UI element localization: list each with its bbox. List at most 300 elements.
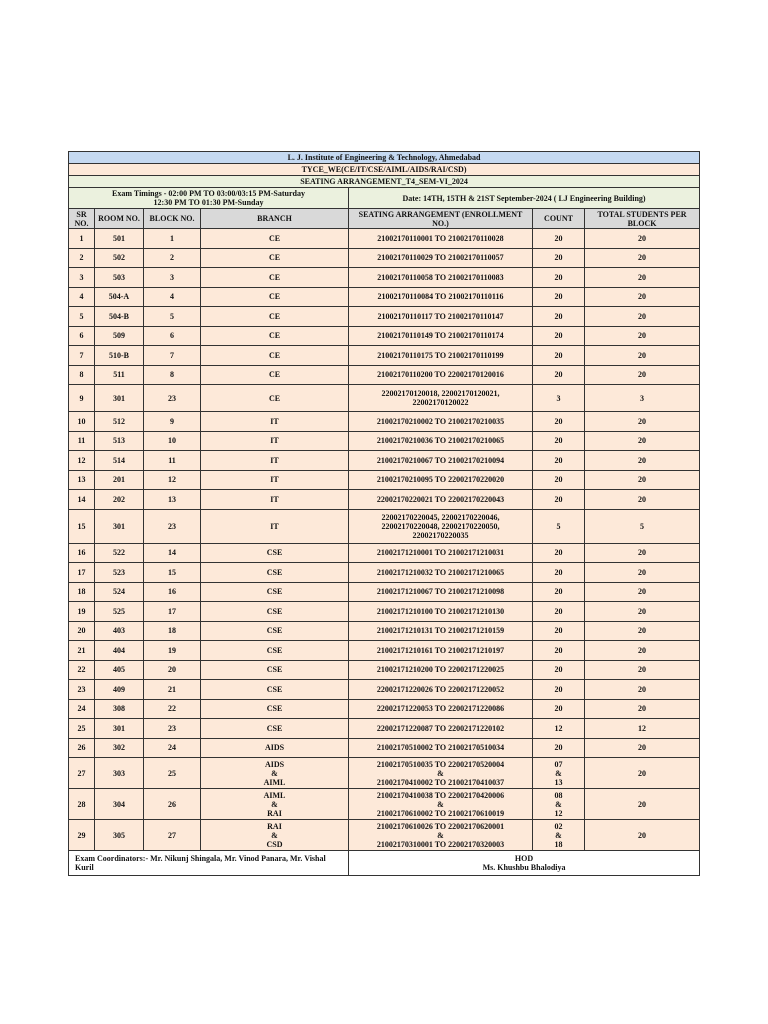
branch-cell	[201, 602, 349, 622]
total-students-cell: 20	[585, 602, 700, 622]
branch-cell-line: CSE	[266, 723, 283, 733]
branch-cell-line: CE	[268, 393, 281, 403]
count-cell-line: 02	[554, 821, 563, 831]
table-row	[69, 385, 700, 412]
block-no-cell: 15	[144, 563, 201, 583]
count-cell	[533, 543, 585, 563]
count-cell-line: &	[555, 799, 562, 809]
branch-cell	[201, 563, 349, 583]
seating-cell	[349, 268, 533, 288]
count-cell	[533, 385, 585, 412]
count-cell	[533, 229, 585, 249]
block-no-cell: 16	[144, 582, 201, 602]
seating-cell-line: 22002170220045, 22002170220046,	[381, 512, 500, 522]
sr-no-cell: 2	[69, 248, 95, 268]
branch-cell-line: CSE	[266, 606, 283, 616]
count-cell-line: 20	[554, 606, 563, 616]
total-students-cell: 3	[585, 385, 700, 412]
branch-cell	[201, 699, 349, 719]
block-no-cell: 21	[144, 680, 201, 700]
count-cell	[533, 641, 585, 661]
count-cell	[533, 287, 585, 307]
branch-cell-line: CE	[268, 331, 281, 341]
sr-no-cell: 1	[69, 229, 95, 249]
room-no-cell: 503	[95, 268, 144, 288]
sr-no-cell: 18	[69, 582, 95, 602]
total-students-cell: 20	[585, 431, 700, 451]
count-cell	[533, 268, 585, 288]
branch-cell-line: AIDS	[264, 743, 285, 753]
branch-cell-line: IT	[270, 436, 279, 446]
branch-cell-line: AIML	[263, 777, 286, 787]
seating-cell-line: &	[437, 830, 444, 840]
total-students-cell: 20	[585, 412, 700, 432]
room-no-cell: 305	[95, 820, 144, 851]
count-cell	[533, 738, 585, 758]
sr-no-cell: 28	[69, 789, 95, 820]
room-no-cell: 522	[95, 543, 144, 563]
header-count: COUNT	[533, 209, 585, 229]
count-cell	[533, 820, 585, 851]
total-students-cell: 20	[585, 365, 700, 385]
block-no-cell: 1	[144, 229, 201, 249]
seating-cell	[349, 680, 533, 700]
branch-cell-line: CSE	[266, 567, 283, 577]
room-no-cell: 513	[95, 431, 144, 451]
total-students-cell: 20	[585, 326, 700, 346]
block-no-cell: 26	[144, 789, 201, 820]
total-students-cell: 20	[585, 641, 700, 661]
seating-cell	[349, 699, 533, 719]
block-no-cell: 4	[144, 287, 201, 307]
block-no-cell: 2	[144, 248, 201, 268]
seating-cell	[349, 326, 533, 346]
sr-no-cell: 14	[69, 490, 95, 510]
branch-cell	[201, 365, 349, 385]
block-no-cell: 24	[144, 738, 201, 758]
room-no-cell: 525	[95, 602, 144, 622]
branch-cell	[201, 307, 349, 327]
seating-cell-line: 21002170110200 TO 22002170120016	[377, 370, 504, 380]
branch-cell-line: CE	[268, 292, 281, 302]
seating-cell	[349, 582, 533, 602]
block-no-cell: 27	[144, 820, 201, 851]
table-row	[69, 820, 700, 851]
seating-cell	[349, 543, 533, 563]
total-students-cell: 20	[585, 680, 700, 700]
table-row	[69, 509, 700, 543]
block-no-cell: 5	[144, 307, 201, 327]
count-cell	[533, 680, 585, 700]
header-block-no: BLOCK NO.	[144, 209, 201, 229]
branch-cell-line: RAI	[267, 808, 282, 818]
seating-cell	[349, 490, 533, 510]
table-row	[69, 431, 700, 451]
seating-cell	[349, 602, 533, 622]
seating-cell-line: 21002170110149 TO 21002170110174	[377, 331, 504, 341]
count-cell	[533, 326, 585, 346]
exam-coordinators: Exam Coordinators:- Mr. Nikunj Shingala, Mr. Vinod Panara, Mr. Vishal Kuril	[69, 851, 349, 876]
count-cell-line: 20	[554, 436, 563, 446]
table-row	[69, 602, 700, 622]
table-row	[69, 346, 700, 366]
total-students-cell: 20	[585, 451, 700, 471]
table-row	[69, 307, 700, 327]
table-row	[69, 789, 700, 820]
seating-cell-line: &	[437, 799, 444, 809]
count-cell	[533, 346, 585, 366]
total-students-cell: 12	[585, 719, 700, 739]
branch-cell	[201, 621, 349, 641]
room-no-cell: 201	[95, 470, 144, 490]
branch-cell	[201, 680, 349, 700]
seating-cell-line: 22002170220048, 22002170220050,	[381, 521, 500, 531]
total-students-cell: 20	[585, 820, 700, 851]
branch-cell	[201, 719, 349, 739]
seating-cell	[349, 719, 533, 739]
sr-no-cell: 16	[69, 543, 95, 563]
seating-cell	[349, 287, 533, 307]
sr-no-cell: 23	[69, 680, 95, 700]
seating-cell-line: 21002171210032 TO 21002171210065	[376, 567, 505, 577]
room-no-cell: 511	[95, 365, 144, 385]
count-cell	[533, 582, 585, 602]
table-row	[69, 660, 700, 680]
count-cell	[533, 412, 585, 432]
count-cell-line: 20	[554, 370, 563, 380]
branch-cell	[201, 229, 349, 249]
room-no-cell: 308	[95, 699, 144, 719]
total-students-cell: 20	[585, 582, 700, 602]
room-no-cell: 524	[95, 582, 144, 602]
count-cell-line: 20	[554, 233, 563, 243]
hod-name: Ms. Khushbu Bhalodiya	[482, 863, 566, 872]
seating-cell	[349, 509, 533, 543]
branch-cell-line: AIDS	[264, 759, 285, 769]
branch-cell-line: &	[271, 830, 278, 840]
block-no-cell: 25	[144, 758, 201, 789]
branch-cell	[201, 509, 349, 543]
sr-no-cell: 29	[69, 820, 95, 851]
seating-cell-line: 22002170120022	[412, 398, 469, 407]
seating-cell-line: 21002170410002 TO 21002170410037	[376, 777, 505, 787]
count-cell-line: 12	[554, 808, 563, 818]
count-cell	[533, 719, 585, 739]
seating-cell-line: 22002171220087 TO 22002171220102	[376, 723, 505, 733]
branch-cell-line: IT	[270, 416, 279, 426]
sr-no-cell: 26	[69, 738, 95, 758]
room-no-cell: 301	[95, 509, 144, 543]
seating-cell-line: 21002171210200 TO 22002171220025	[376, 665, 505, 675]
count-cell-line: 20	[554, 645, 563, 655]
room-no-cell: 404	[95, 641, 144, 661]
count-cell-line: 20	[554, 475, 563, 485]
exam-timings-line1: Exam Timings - 02:00 PM TO 03:00/03:15 PM-Saturday	[112, 189, 305, 198]
sr-no-cell: 12	[69, 451, 95, 471]
block-no-cell: 13	[144, 490, 201, 510]
branch-cell-line: CSE	[266, 645, 283, 655]
seating-cell	[349, 346, 533, 366]
count-cell-line: 13	[554, 777, 563, 787]
count-cell-line: 20	[554, 626, 563, 636]
branch-cell-line: AIML	[263, 790, 286, 800]
seating-cell-line: 22002170120018, 22002170120021,	[381, 389, 500, 398]
seating-cell-line: 21002170110058 TO 21002170110083	[377, 272, 504, 282]
branch-cell	[201, 490, 349, 510]
table-row	[69, 738, 700, 758]
seating-arrangement-table	[68, 151, 700, 876]
block-no-cell: 8	[144, 365, 201, 385]
room-no-cell: 301	[95, 385, 144, 412]
count-cell-line: 20	[554, 455, 563, 465]
total-students-cell: 20	[585, 287, 700, 307]
room-no-cell: 514	[95, 451, 144, 471]
sr-no-cell: 21	[69, 641, 95, 661]
branch-cell-line: IT	[270, 455, 279, 465]
branch-cell	[201, 346, 349, 366]
exam-timings	[69, 188, 349, 209]
sr-no-cell: 22	[69, 660, 95, 680]
count-cell	[533, 563, 585, 583]
branch-cell-line: IT	[270, 494, 279, 504]
count-cell	[533, 451, 585, 471]
branch-cell-line: CSE	[266, 587, 283, 597]
block-no-cell: 14	[144, 543, 201, 563]
block-no-cell: 23	[144, 385, 201, 412]
branch-cell	[201, 820, 349, 851]
seating-cell-line: 21002170110084 TO 21002170110116	[377, 292, 504, 302]
total-students-cell: 20	[585, 490, 700, 510]
table-row	[69, 582, 700, 602]
header-seating-arrangement: SEATING ARRANGEMENT (ENROLLMENT NO.)	[349, 209, 533, 229]
sr-no-cell: 9	[69, 385, 95, 412]
seating-cell-line: 21002170110029 TO 21002170110057	[377, 253, 504, 263]
seating-cell-line: 21002170110001 TO 21002170110028	[377, 233, 504, 243]
block-no-cell: 18	[144, 621, 201, 641]
seating-cell	[349, 412, 533, 432]
table-row	[69, 641, 700, 661]
sr-no-cell: 15	[69, 509, 95, 543]
seating-cell	[349, 621, 533, 641]
total-students-cell: 20	[585, 248, 700, 268]
branch-cell-line: CSE	[266, 665, 283, 675]
count-cell-line: 07	[554, 759, 563, 769]
block-no-cell: 23	[144, 509, 201, 543]
sr-no-cell: 27	[69, 758, 95, 789]
branch-cell-line: CE	[268, 253, 281, 263]
seating-cell-line: 21002171210161 TO 21002171210197	[376, 645, 505, 655]
table-row	[69, 470, 700, 490]
branch-cell	[201, 412, 349, 432]
sr-no-cell: 20	[69, 621, 95, 641]
seating-cell-line: 21002170210067 TO 21002170210094	[376, 455, 505, 465]
total-students-cell: 20	[585, 470, 700, 490]
total-students-cell: 20	[585, 621, 700, 641]
seating-cell-line: 21002170210095 TO 22002170220020	[376, 475, 505, 485]
branch-cell	[201, 451, 349, 471]
block-no-cell: 9	[144, 412, 201, 432]
program-title: TYCE_WE(CE/IT/CSE/AIML/AIDS/RAI/CSD)	[69, 164, 700, 176]
room-no-cell: 409	[95, 680, 144, 700]
block-no-cell: 12	[144, 470, 201, 490]
sr-no-cell: 13	[69, 470, 95, 490]
table-row	[69, 563, 700, 583]
room-no-cell: 202	[95, 490, 144, 510]
header-branch: BRANCH	[201, 209, 349, 229]
seating-cell	[349, 758, 533, 789]
block-no-cell: 19	[144, 641, 201, 661]
seating-cell	[349, 660, 533, 680]
seating-cell-line: 21002170110117 TO 21002170110147	[377, 311, 504, 321]
count-cell-line: 20	[554, 292, 563, 302]
branch-cell	[201, 582, 349, 602]
branch-cell-line: IT	[270, 475, 279, 485]
seating-cell-line: 21002170510035 TO 22002170520004	[376, 759, 505, 769]
branch-cell	[201, 641, 349, 661]
count-cell-line: 20	[554, 587, 563, 597]
total-students-cell: 20	[585, 543, 700, 563]
count-cell	[533, 789, 585, 820]
total-students-cell: 20	[585, 229, 700, 249]
sr-no-cell: 4	[69, 287, 95, 307]
count-cell	[533, 365, 585, 385]
table-row	[69, 287, 700, 307]
seating-cell-line: 21002170110175 TO 21002170110199	[377, 350, 504, 360]
table-row	[69, 680, 700, 700]
sr-no-cell: 5	[69, 307, 95, 327]
branch-cell-line: CE	[268, 350, 281, 360]
exam-date: Date: 14TH, 15TH & 21ST September-2024 ( LJ Engineering Building)	[349, 188, 700, 209]
count-cell	[533, 248, 585, 268]
seating-cell	[349, 451, 533, 471]
count-cell-line: 20	[554, 743, 563, 753]
count-cell-line: 12	[554, 723, 563, 733]
seating-cell-line: 22002170220035	[412, 530, 469, 540]
count-cell	[533, 602, 585, 622]
total-students-cell: 20	[585, 346, 700, 366]
seating-cell	[349, 365, 533, 385]
seating-cell-line: 21002171210001 TO 21002171210031	[376, 548, 505, 558]
branch-cell-line: CE	[268, 233, 281, 243]
total-students-cell: 20	[585, 268, 700, 288]
seating-cell-line: 21002171210067 TO 21002171210098	[376, 587, 505, 597]
table-row	[69, 268, 700, 288]
room-no-cell: 403	[95, 621, 144, 641]
table-row	[69, 248, 700, 268]
room-no-cell: 405	[95, 660, 144, 680]
count-cell	[533, 621, 585, 641]
seating-cell-line: 21002170510002 TO 21002170510034	[376, 743, 505, 753]
count-cell-line: &	[555, 830, 562, 840]
count-cell-line: 20	[554, 548, 563, 558]
count-cell-line: &	[555, 768, 562, 778]
institute-title: L. J. Institute of Engineering & Technology, Ahmedabad	[69, 152, 700, 164]
branch-cell-line: CE	[268, 272, 281, 282]
seating-cell-line: 21002170310001 TO 22002170320003	[376, 839, 505, 849]
count-cell-line: 20	[554, 684, 563, 694]
header-total-students: TOTAL STUDENTS PER BLOCK	[585, 209, 700, 229]
seating-cell-line: 21002170410038 TO 22002170420006	[376, 790, 505, 800]
table-row	[69, 412, 700, 432]
branch-cell-line: CSE	[266, 684, 283, 694]
seating-cell-line: 21002170610002 TO 21002170610019	[376, 808, 505, 818]
count-cell	[533, 699, 585, 719]
branch-cell-line: RAI	[267, 821, 282, 831]
total-students-cell: 20	[585, 307, 700, 327]
exam-timings-line2: 12:30 PM TO 01:30 PM-Sunday	[153, 198, 264, 207]
room-no-cell: 302	[95, 738, 144, 758]
block-no-cell: 20	[144, 660, 201, 680]
sr-no-cell: 3	[69, 268, 95, 288]
sr-no-cell: 19	[69, 602, 95, 622]
branch-cell-line: CSD	[266, 839, 283, 849]
count-cell-line: 5	[556, 521, 561, 531]
branch-cell-line: CSE	[266, 548, 283, 558]
count-cell	[533, 307, 585, 327]
branch-cell-line: &	[271, 799, 278, 809]
total-students-cell: 20	[585, 563, 700, 583]
room-no-cell: 501	[95, 229, 144, 249]
branch-cell	[201, 248, 349, 268]
sr-no-cell: 11	[69, 431, 95, 451]
seating-cell-line: 21002171210131 TO 21002171210159	[376, 626, 505, 636]
seating-cell	[349, 307, 533, 327]
seating-cell	[349, 820, 533, 851]
seating-cell-line: 22002171220026 TO 22002171220052	[376, 684, 505, 694]
branch-cell-line: IT	[270, 521, 279, 531]
seating-cell-line: 22002170220021 TO 22002170220043	[376, 494, 505, 504]
block-no-cell: 3	[144, 268, 201, 288]
sr-no-cell: 6	[69, 326, 95, 346]
table-row	[69, 229, 700, 249]
count-cell-line: 20	[554, 704, 563, 714]
block-no-cell: 10	[144, 431, 201, 451]
hod-signature-block	[349, 851, 700, 876]
table-row	[69, 326, 700, 346]
seating-cell	[349, 248, 533, 268]
total-students-cell: 5	[585, 509, 700, 543]
branch-cell	[201, 431, 349, 451]
total-students-cell: 20	[585, 738, 700, 758]
branch-cell-line: &	[271, 768, 278, 778]
branch-cell-line: CE	[268, 370, 281, 380]
count-cell-line: 18	[554, 839, 563, 849]
room-no-cell: 502	[95, 248, 144, 268]
room-no-cell: 504-B	[95, 307, 144, 327]
seating-cell-line: 21002171210100 TO 21002171210130	[376, 606, 505, 616]
header-room-no: ROOM NO.	[95, 209, 144, 229]
seating-cell-line: 22002171220053 TO 22002171220086	[376, 704, 505, 714]
hod-title: HOD	[514, 854, 534, 863]
branch-cell-line: CSE	[266, 626, 283, 636]
seating-cell	[349, 789, 533, 820]
seating-cell	[349, 385, 533, 412]
sr-no-cell: 7	[69, 346, 95, 366]
block-no-cell: 22	[144, 699, 201, 719]
block-no-cell: 17	[144, 602, 201, 622]
branch-cell	[201, 287, 349, 307]
table-row	[69, 365, 700, 385]
count-cell-line: 20	[554, 272, 563, 282]
room-no-cell: 504-A	[95, 287, 144, 307]
count-cell	[533, 490, 585, 510]
count-cell-line: 08	[554, 790, 563, 800]
room-no-cell: 304	[95, 789, 144, 820]
branch-cell	[201, 543, 349, 563]
table-row	[69, 758, 700, 789]
branch-cell	[201, 385, 349, 412]
room-no-cell: 303	[95, 758, 144, 789]
